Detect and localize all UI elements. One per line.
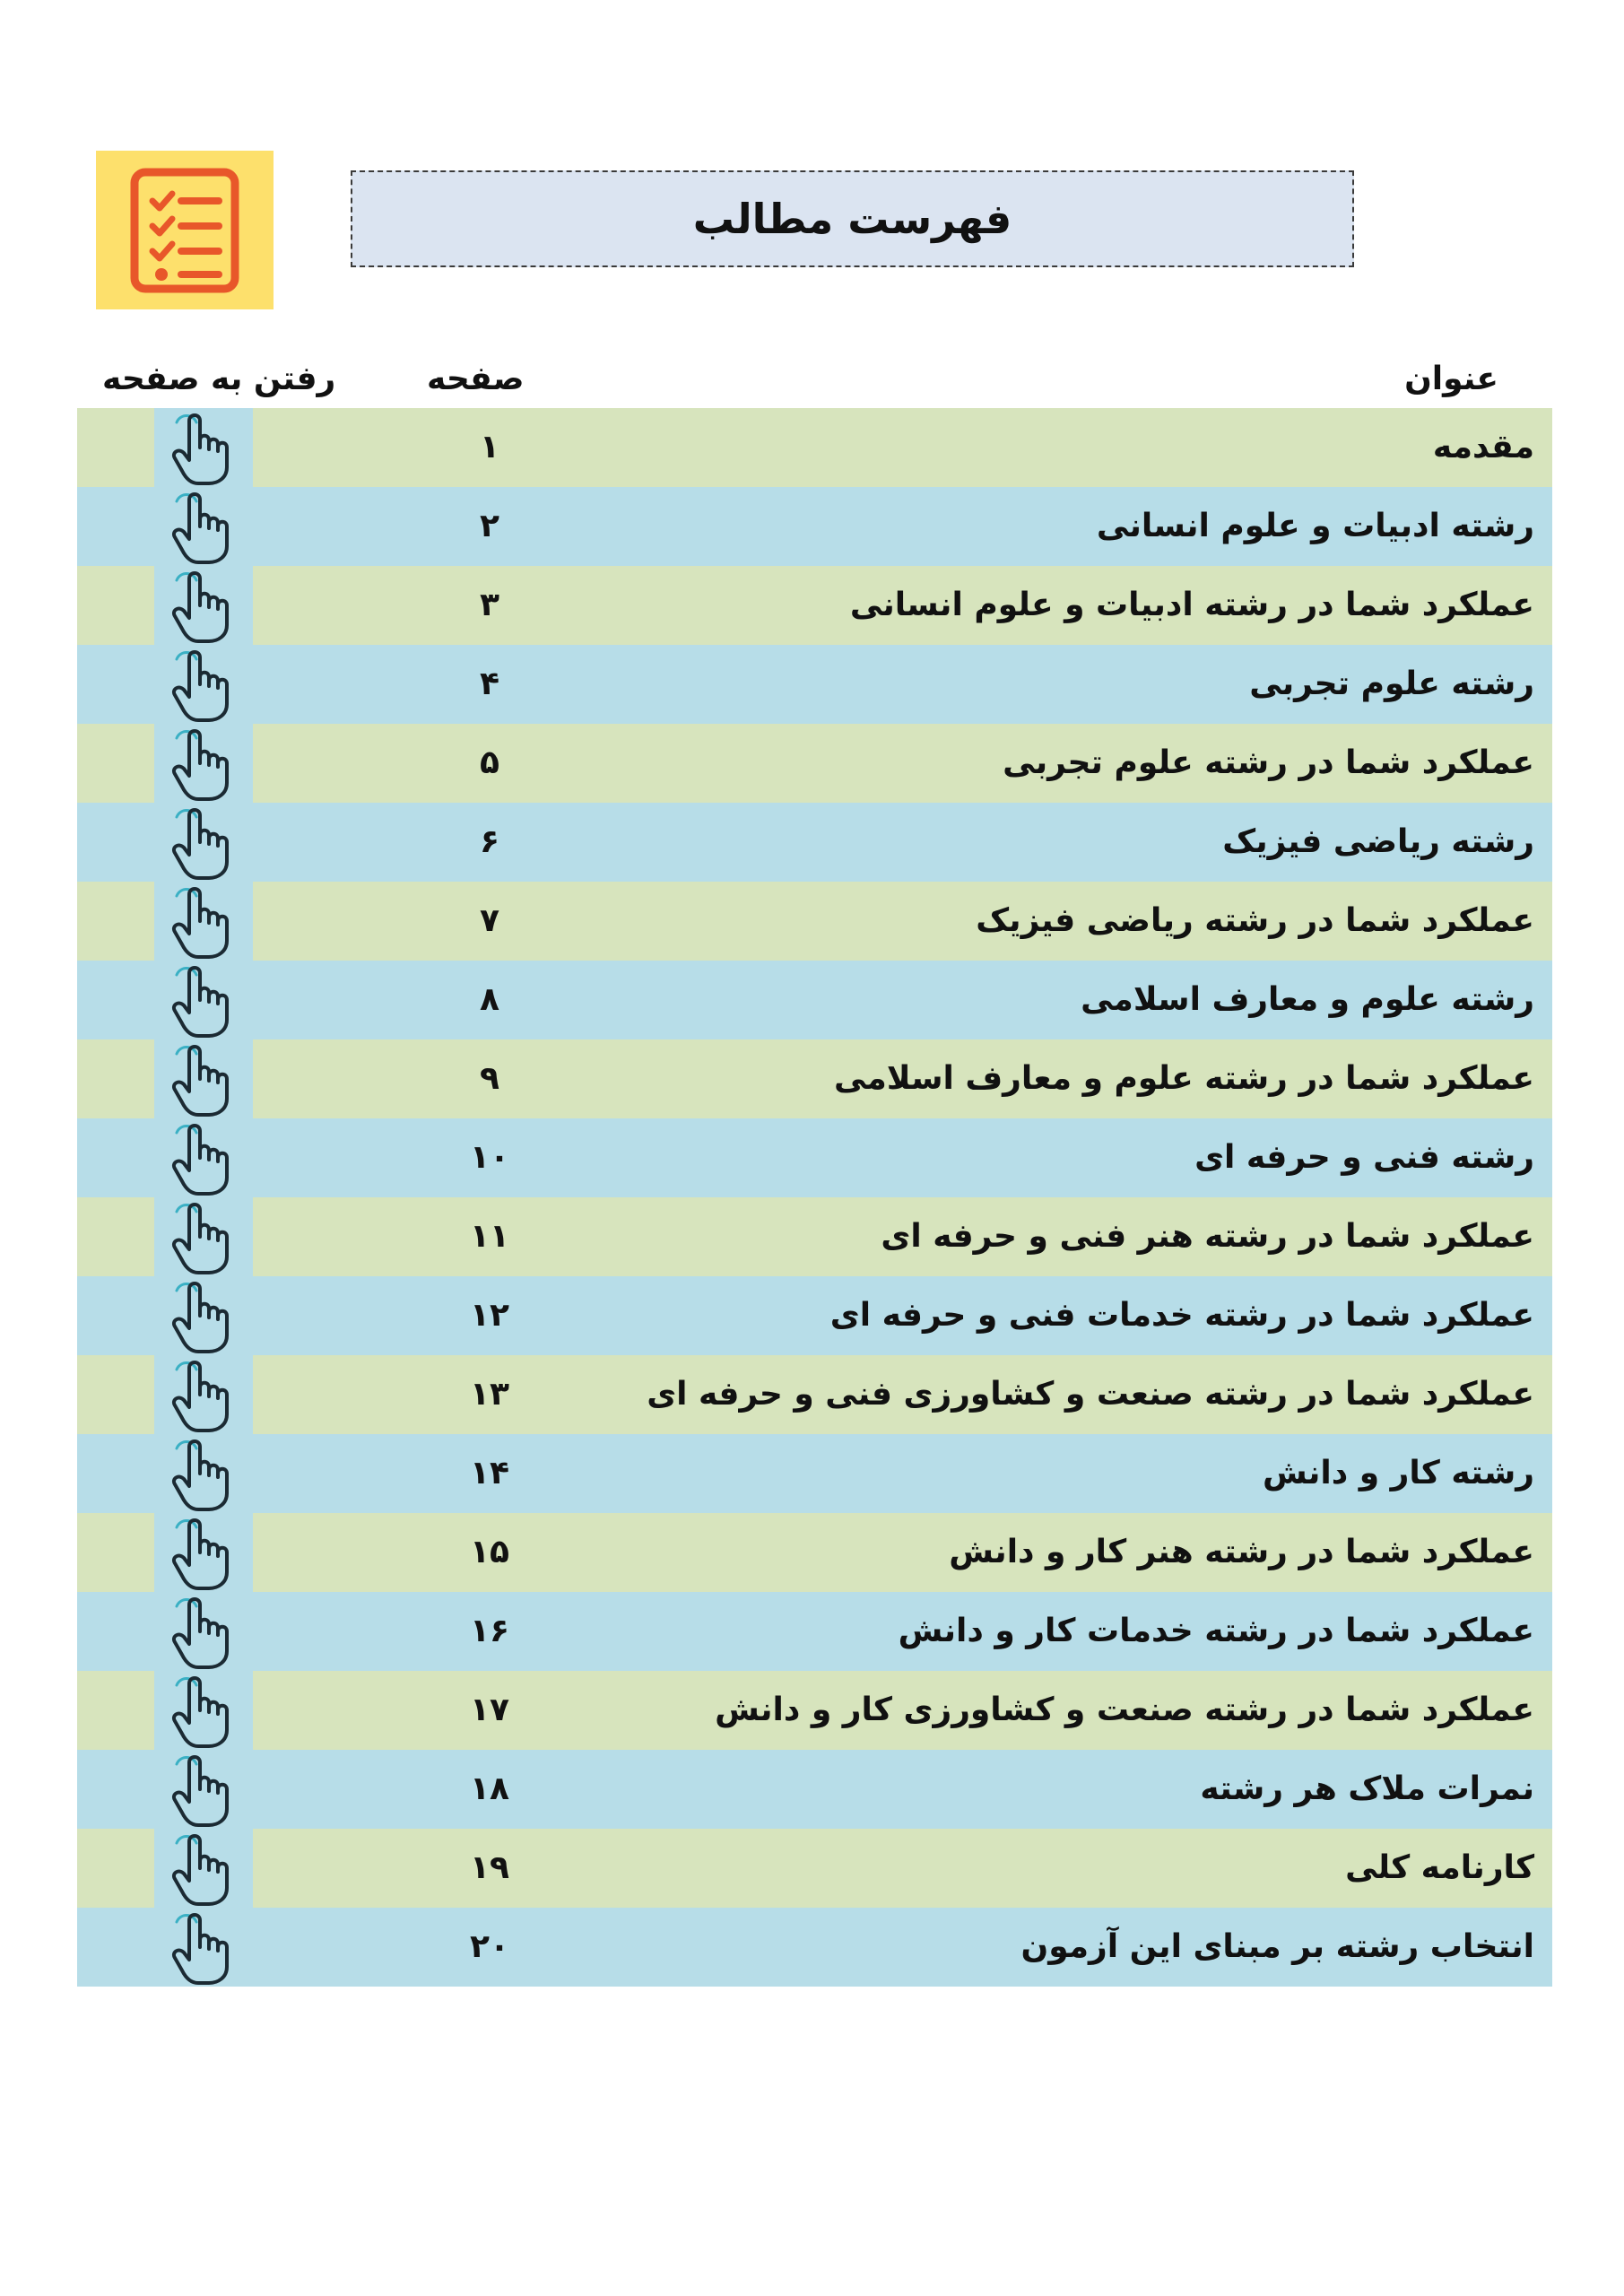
- goto-page-button[interactable]: [154, 961, 253, 1039]
- goto-page-button[interactable]: [154, 1829, 253, 1908]
- pointing-hand-icon: [166, 883, 241, 959]
- entry-title[interactable]: عملکرد شما در رشته ریاضی فیزیک: [976, 902, 1534, 939]
- entry-title[interactable]: عملکرد شما در رشته علوم و معارف اسلامی: [834, 1060, 1534, 1097]
- entry-title[interactable]: رشته کار و دانش: [1262, 1455, 1534, 1492]
- goto-page-button[interactable]: [154, 1039, 253, 1118]
- goto-page-button[interactable]: [154, 645, 253, 724]
- entry-title[interactable]: عملکرد شما در رشته خدمات فنی و حرفه ای: [829, 1297, 1534, 1334]
- toc-row: [77, 1118, 1552, 1197]
- page-number: ۳: [480, 587, 499, 623]
- goto-page-button[interactable]: [154, 408, 253, 487]
- pointing-hand-icon: [166, 1199, 241, 1274]
- entry-title[interactable]: عملکرد شما در رشته خدمات کار و دانش: [898, 1613, 1534, 1649]
- toc-table: [77, 408, 1552, 1987]
- entry-title[interactable]: نمرات ملاک هر رشته: [1200, 1770, 1534, 1807]
- toc-row: [77, 408, 1552, 487]
- toc-row: [77, 566, 1552, 645]
- page-number: ۱۹: [470, 1849, 509, 1886]
- goto-page-button[interactable]: [154, 1276, 253, 1355]
- page-number: ۷: [480, 902, 499, 939]
- goto-page-button[interactable]: [154, 1750, 253, 1829]
- toc-row: [77, 1434, 1552, 1513]
- table-header: [77, 357, 1552, 402]
- pointing-hand-icon: [166, 1436, 241, 1511]
- goto-page-button[interactable]: [154, 1671, 253, 1750]
- entry-title[interactable]: مقدمه: [1432, 429, 1534, 465]
- goto-page-button[interactable]: [154, 487, 253, 566]
- page-number: ۱۴: [470, 1455, 509, 1492]
- page-title: فهرست مطالب: [692, 195, 1012, 243]
- pointing-hand-icon: [166, 1515, 241, 1590]
- toc-row: [77, 645, 1552, 724]
- page-number: ۱۰: [470, 1139, 509, 1176]
- page-number: ۸: [480, 981, 499, 1018]
- goto-page-button[interactable]: [154, 1908, 253, 1987]
- toc-row: [77, 487, 1552, 566]
- pointing-hand-icon: [166, 568, 241, 643]
- goto-page-button[interactable]: [154, 1592, 253, 1671]
- pointing-hand-icon: [166, 1831, 241, 1906]
- header-goto: رفتن به صفحه: [102, 361, 336, 397]
- entry-title[interactable]: رشته ریاضی فیزیک: [1222, 823, 1534, 860]
- pointing-hand-icon: [166, 1594, 241, 1669]
- toc-row: [77, 1671, 1552, 1750]
- pointing-hand-icon: [166, 726, 241, 801]
- goto-page-button[interactable]: [154, 1197, 253, 1276]
- header-page: صفحه: [427, 361, 525, 397]
- page-number: ۶: [480, 823, 499, 860]
- goto-page-button[interactable]: [154, 724, 253, 803]
- toc-row: [77, 803, 1552, 882]
- entry-title[interactable]: رشته علوم و معارف اسلامی: [1081, 981, 1534, 1018]
- checklist-logo: [96, 151, 274, 309]
- toc-row: [77, 1039, 1552, 1118]
- entry-title[interactable]: کارنامه کلی: [1345, 1849, 1534, 1886]
- page-number: ۹: [480, 1060, 499, 1097]
- title-box: [351, 170, 1354, 267]
- page-number: ۴: [480, 665, 499, 702]
- entry-title[interactable]: عملکرد شما در رشته هنر فنی و حرفه ای: [881, 1218, 1534, 1255]
- page-number: ۲۰: [470, 1928, 509, 1965]
- toc-row: [77, 882, 1552, 961]
- toc-row: [77, 724, 1552, 803]
- checklist-icon: [113, 163, 256, 298]
- goto-page-button[interactable]: [154, 1118, 253, 1197]
- page-number: ۱۷: [470, 1692, 509, 1728]
- entry-title[interactable]: عملکرد شما در رشته صنعت و کشاورزی فنی و حرفه ای: [647, 1376, 1534, 1413]
- goto-page-button[interactable]: [154, 1434, 253, 1513]
- toc-row: [77, 1750, 1552, 1829]
- pointing-hand-icon: [166, 1752, 241, 1827]
- pointing-hand-icon: [166, 1673, 241, 1748]
- toc-row: [77, 961, 1552, 1039]
- toc-row: [77, 1513, 1552, 1592]
- page-number: ۲: [480, 508, 499, 544]
- pointing-hand-icon: [166, 1357, 241, 1432]
- entry-title[interactable]: انتخاب رشته بر مبنای این آزمون: [1020, 1928, 1534, 1965]
- entry-title[interactable]: رشته علوم تجربی: [1249, 665, 1534, 702]
- entry-title[interactable]: عملکرد شما در رشته علوم تجربی: [1003, 744, 1534, 781]
- toc-row: [77, 1355, 1552, 1434]
- header-title: عنوان: [1404, 361, 1498, 397]
- pointing-hand-icon: [166, 1278, 241, 1353]
- goto-page-button[interactable]: [154, 566, 253, 645]
- pointing-hand-icon: [166, 804, 241, 880]
- page-number: ۱۶: [470, 1613, 509, 1649]
- toc-row: [77, 1592, 1552, 1671]
- page-number: ۵: [480, 744, 499, 781]
- entry-title[interactable]: رشته ادبیات و علوم انسانی: [1096, 508, 1534, 544]
- pointing-hand-icon: [166, 1909, 241, 1985]
- page-number: ۱۳: [470, 1376, 509, 1413]
- entry-title[interactable]: عملکرد شما در رشته صنعت و کشاورزی کار و دانش: [715, 1692, 1534, 1728]
- pointing-hand-icon: [166, 962, 241, 1038]
- entry-title[interactable]: عملکرد شما در رشته ادبیات و علوم انسانی: [849, 587, 1534, 623]
- page-number: ۱: [480, 429, 499, 465]
- pointing-hand-icon: [166, 489, 241, 564]
- pointing-hand-icon: [166, 1041, 241, 1117]
- goto-page-button[interactable]: [154, 1355, 253, 1434]
- goto-page-button[interactable]: [154, 803, 253, 882]
- goto-page-button[interactable]: [154, 1513, 253, 1592]
- toc-row: [77, 1276, 1552, 1355]
- page-number: ۱۱: [470, 1218, 509, 1255]
- pointing-hand-icon: [166, 1120, 241, 1196]
- goto-page-button[interactable]: [154, 882, 253, 961]
- page-number: ۱۲: [470, 1297, 509, 1334]
- toc-row: [77, 1908, 1552, 1987]
- toc-row: [77, 1829, 1552, 1908]
- pointing-hand-icon: [166, 410, 241, 485]
- pointing-hand-icon: [166, 647, 241, 722]
- page-number: ۱۸: [470, 1770, 509, 1807]
- entry-title[interactable]: رشته فنی و حرفه ای: [1194, 1139, 1534, 1176]
- entry-title[interactable]: عملکرد شما در رشته هنر کار و دانش: [949, 1534, 1534, 1570]
- page-number: ۱۵: [470, 1534, 509, 1570]
- toc-row: [77, 1197, 1552, 1276]
